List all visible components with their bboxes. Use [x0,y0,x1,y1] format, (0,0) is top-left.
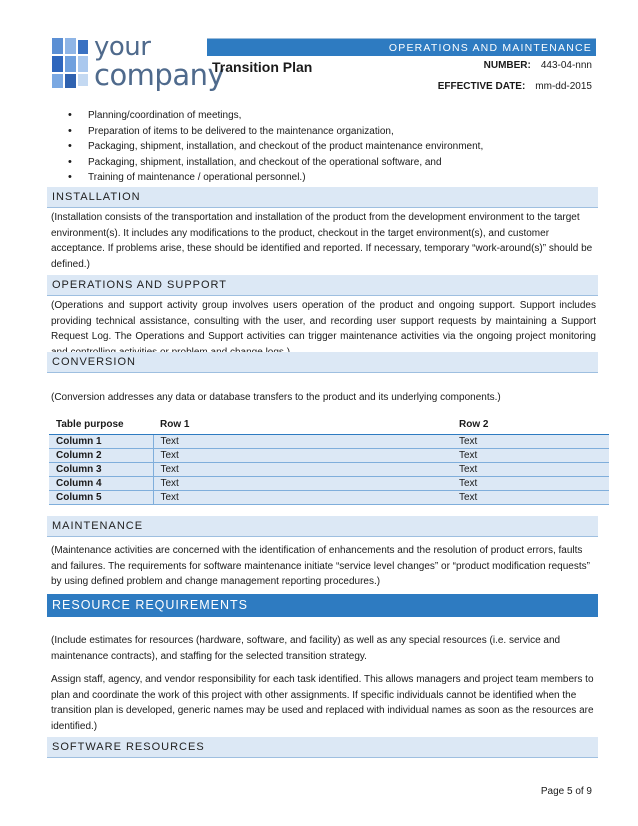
logo-mosaic-icon [52,38,90,90]
effective-date [438,81,592,92]
list-item: • Packaging, shipment, installation, and checkout of the product maintenance environment, [66,139,606,155]
activity-list [66,108,606,186]
date-value: mm-dd-2015 [535,81,592,92]
table-cell: Text [153,491,452,505]
table-cell: Text [153,449,452,463]
table-header-row [49,415,609,435]
page-number: Page 5 of 9 [540,786,592,797]
table-row [49,463,609,477]
operations-text: (Operations and support activity group involves users operation of the product and ongoing support. Support includes providing technical assistance, consulting with the user, and recording user support requests by maintaining a Support Request Log. The Operations and Support activities can trigger maintenance activities via the ongoing project monitoring [51,300,596,342]
table-cell: Text [153,435,452,449]
row-header-cell: Column 2 [49,449,153,463]
row-header-cell: Column 3 [49,463,153,477]
section-resource-heading: RESOURCE REQUIREMENTS [47,594,598,617]
table-row [49,477,609,491]
section-operations-heading: OPERATIONS AND SUPPORT [47,275,598,296]
table-cell: Text [452,491,609,505]
section-software-heading: SOFTWARE RESOURCES [47,737,598,758]
date-label: EFFECTIVE DATE: [437,81,526,92]
document-number [484,60,592,71]
number-value: 443-04-nnn [540,60,592,71]
section-conversion-heading: CONVERSION [47,352,598,373]
number-label: NUMBER: [483,60,531,71]
list-item: • Preparation of items to be delivered to the maintenance organization, [66,124,606,140]
table-header-cell: Table purpose [49,415,153,435]
table-header-cell: Row 1 [153,415,452,435]
resource-text-1: (Include estimates for resources (hardware, software, and facility) as well as any special resources (i.e. service and maintenance contracts), and staffing for the selected transition strategy. [51,635,561,662]
table-cell: Text [452,477,609,491]
table-cell: Text [153,463,452,477]
table-cell: Text [153,477,452,491]
installation-text: (Installation consists of the transportation and installation of the product from the development environment to the target environment(s). It includes any modifications to the product, checkout in the target environment(s), and customer acceptance. If problems arise, these should be identified and reported. If necessary, temporary “work-around(s)” should be defined.) [51,212,593,270]
logo-wordmark: your company [94,32,225,92]
row-header-cell: Column 4 [49,477,153,491]
resource-text-2: Assign staff, agency, and vendor responsibility for each task identified. This allows managers and project team members to plan and coordinate the work of this project with other assignments. If specific individuals cannot be identified when the transition plan is developed, generic names may be used and replaced with individual names as soon as the resources are identified.) [51,674,594,732]
table-cell: Text [452,449,609,463]
company-logo [52,32,225,94]
maintenance-text: (Maintenance activities are concerned with the identification of enhancements and the resolution of product errors, faults and failures. The requirements for software maintenance initiate “service level changes” or “product modification requests” by using defined problem and change management reporting procedures.) [51,545,590,587]
list-item: • Packaging, shipment, installation, and checkout of the operational software, and [66,155,606,171]
table-row [49,491,609,505]
section-maintenance-heading: MAINTENANCE [47,516,598,537]
row-header-cell: Column 5 [49,491,153,505]
list-item: • Training of maintenance / operational personnel.) [66,170,606,186]
table-header-cell: Row 2 [452,415,609,435]
table-cell: Text [452,435,609,449]
document-title: Transition Plan [212,59,313,75]
table-row [49,435,609,449]
conversion-text: (Conversion addresses any data or database transfers to the product and its underlying components.) [51,392,501,403]
purpose-table [49,415,609,505]
row-header-cell: Column 1 [49,435,153,449]
section-installation-heading: INSTALLATION [47,187,598,208]
header-banner: OPERATIONS AND MAINTENANCE [207,38,596,56]
list-item: • Planning/coordination of meetings, [66,108,606,124]
table-row [49,449,609,463]
table-cell: Text [452,463,609,477]
